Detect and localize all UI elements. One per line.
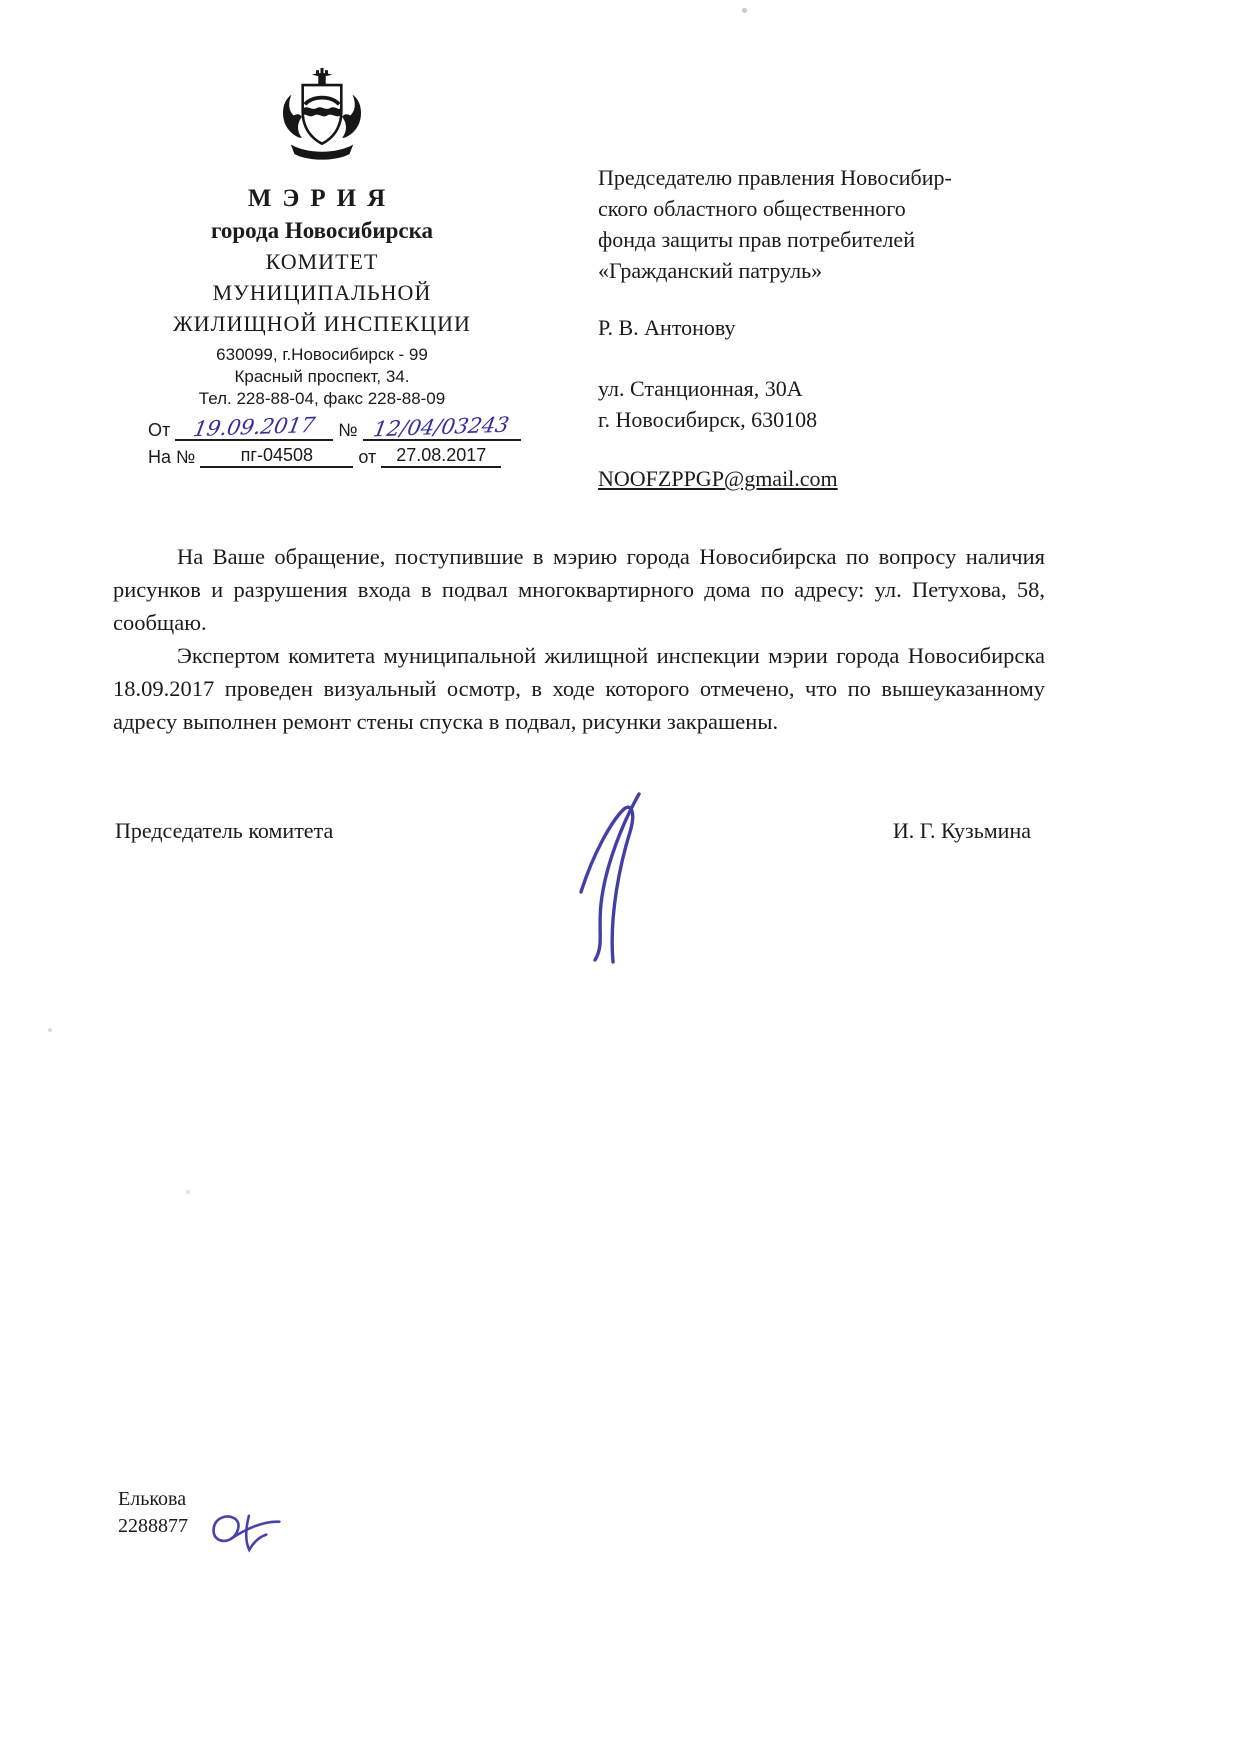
outgoing-reference-line	[148, 412, 516, 442]
outgoing-date-slot	[175, 412, 333, 442]
outgoing-from-label: От	[148, 420, 171, 440]
recipient-city-address: г. Новосибирск, 630108	[598, 407, 818, 432]
incoming-ref-label: На №	[148, 447, 196, 467]
org-committee-line1: КОМИТЕТ	[265, 249, 379, 274]
recipient-org-line: «Гражданский патруль»	[598, 258, 823, 283]
handwritten-outgoing-number: 12/04/03243	[371, 412, 512, 442]
incoming-date: 27.08.2017	[381, 445, 501, 468]
signer-title: Председатель комитета	[115, 818, 334, 843]
outgoing-number-slot	[363, 412, 521, 442]
scan-speck	[186, 1190, 190, 1194]
signer-name: И. Г. Кузьмина	[892, 818, 1031, 843]
recipient-email: NOOFZPPGP@gmail.com	[598, 466, 838, 491]
recipient-block	[598, 162, 1078, 494]
org-committee-line2: МУНИЦИПАЛЬНОЙ	[212, 280, 432, 305]
incoming-from-label: от	[358, 447, 377, 467]
org-committee-line3: ЖИЛИЩНОЙ ИНСПЕКЦИИ	[173, 311, 471, 336]
letterhead-phone: Тел. 228-88-04, факс 228-88-09	[198, 389, 446, 408]
executor-name: Елькова	[118, 1488, 187, 1510]
org-name-mayoralty: МЭРИЯ	[247, 185, 397, 212]
org-name-city: города Новосибирска	[210, 218, 434, 243]
executor-phone: 2288877	[118, 1515, 188, 1537]
letterhead	[128, 58, 516, 468]
body-paragraph-1: На Ваше обращение, поступившие в мэрию города Новосибирска по вопросу наличия рисунков и разрушения входа в подвал многоквартирного дома по адресу: ул. Петухова, 58, сообщаю.	[113, 544, 1045, 635]
scan-speck	[742, 8, 747, 13]
scan-speck	[48, 1028, 52, 1032]
letter-body	[113, 540, 1045, 738]
recipient-org-line: ского областного общественного	[598, 196, 906, 221]
outgoing-number-label: №	[338, 420, 358, 440]
handwritten-initials	[204, 1503, 317, 1559]
recipient-street-address: ул. Станционная, 30А	[598, 376, 803, 401]
reference-block	[128, 412, 516, 468]
novosibirsk-coat-of-arms-icon	[270, 58, 374, 170]
handwritten-signature	[553, 786, 673, 971]
recipient-org-line: фонда защиты прав потребителей	[598, 227, 915, 252]
recipient-name: Р. В. Антонову	[598, 315, 736, 340]
executor-block	[118, 1486, 188, 1540]
body-paragraph-2: Экспертом комитета муниципальной жилищной инспекции мэрии города Новосибирска 18.09.2017 проведен визуальный осмотр, в ходе которого отмечено, что по вышеуказанному адресу выполнен ремонт стены спуска в подвал, рисунки закрашены.	[113, 643, 1045, 734]
incoming-reference-line	[148, 445, 516, 468]
sign-off-row	[113, 818, 1045, 858]
letterhead-street-address: Красный проспект, 34.	[234, 367, 410, 386]
incoming-number: пг-04508	[200, 445, 353, 468]
handwritten-outgoing-date: 19.09.2017	[191, 412, 317, 442]
recipient-org-line: Председателю правления Новосибир-	[598, 165, 952, 190]
letterhead-postal-address: 630099, г.Новосибирск - 99	[216, 345, 428, 364]
